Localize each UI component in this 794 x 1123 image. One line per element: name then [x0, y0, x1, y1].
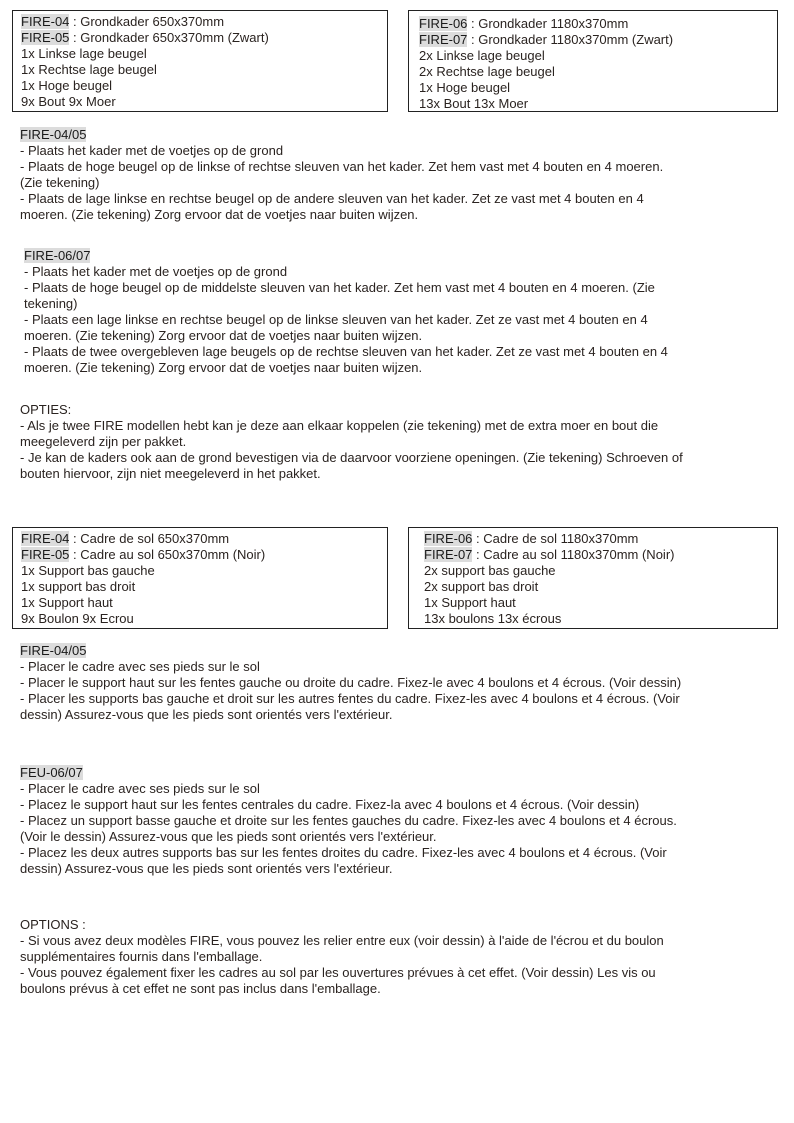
box-line: [21, 30, 379, 46]
box-line: [424, 547, 769, 563]
instruction-line: - Plaats de twee overgebleven lage beugels op de rechtse sleuven van het kader. Zet ze vast met 4 bouten en 4: [24, 344, 668, 359]
box-line-text: 1x Linkse lage beugel: [21, 46, 147, 61]
box-line: [21, 46, 379, 62]
box-line: [21, 595, 379, 611]
box-line: [21, 94, 379, 110]
model-code: FIRE-07: [419, 32, 468, 47]
box-line-text: : Cadre de sol 1180x370mm: [472, 531, 639, 546]
instruction-line: meegeleverd zijn per pakket.: [20, 434, 187, 449]
heading-text: OPTIONS :: [20, 917, 86, 932]
model-code: FIRE-06: [419, 16, 468, 31]
instruction-line: - Plaats het kader met de voetjes op de grond: [20, 143, 284, 158]
box-line-text: 13x boulons 13x écrous: [424, 611, 562, 626]
instruction-line: moeren. (Zie tekening) Zorg ervoor dat de voetjes naar buiten wijzen.: [24, 360, 423, 375]
box-line: [419, 96, 769, 112]
box-line: [424, 563, 769, 579]
box-line-text: 2x support bas gauche: [424, 563, 556, 578]
instruction-line: dessin) Assurez-vous que les pieds sont orientés vers l'extérieur.: [20, 707, 393, 722]
instruction-line: bouten hiervoor, zijn niet meegeleverd in het pakket.: [20, 466, 321, 481]
model-code: FIRE-04: [21, 531, 70, 546]
parts-box-nl-fire-04-05: [12, 10, 388, 112]
section-nl-fire-06-07: [24, 248, 668, 376]
box-line-text: 1x support bas droit: [21, 579, 136, 594]
box-line-text: 1x Rechtse lage beugel: [21, 62, 157, 77]
model-code: FIRE-06: [424, 531, 473, 546]
parts-box-fr-fire-06-07: [408, 527, 778, 629]
section-nl-options: [20, 402, 683, 482]
box-line-text: 1x Support bas gauche: [21, 563, 155, 578]
instruction-line: - Placez un support basse gauche et droite sur les fentes gauches du cadre. Fixez-les avec 4 boulons et 4 écrous.: [20, 813, 677, 828]
box-line: [419, 32, 769, 48]
section-fr-options: [20, 917, 664, 997]
section-fr-feu-06-07: [20, 765, 677, 877]
instruction-line: - Plaats de lage linkse en rechtse beugel op de andere sleuven van het kader. Zet ze vast met 4 bouten en 4: [20, 191, 644, 206]
box-line: [21, 563, 379, 579]
instruction-line: - Placer le cadre avec ses pieds sur le sol: [20, 659, 260, 674]
instruction-line: - Placez le support haut sur les fentes centrales du cadre. Fixez-la avec 4 boulons et 4 écrous. (Voir dessin): [20, 797, 640, 812]
instruction-line: tekening): [24, 296, 78, 311]
box-line-text: : Cadre de sol 650x370mm: [69, 531, 230, 546]
box-line-text: 2x Rechtse lage beugel: [419, 64, 555, 79]
box-line: [21, 579, 379, 595]
section-nl-fire-04-05: [20, 127, 663, 223]
section-fr-fire-04-05: [20, 643, 681, 723]
section-heading: [24, 248, 668, 264]
instruction-line: - Placer les supports bas gauche et droit sur les autres fentes du cadre. Fixez-les avec 4 boulons et 4 écrous. (Voir: [20, 691, 680, 706]
box-line-text: 1x Hoge beugel: [21, 78, 113, 93]
box-line-text: 9x Boulon 9x Ecrou: [21, 611, 134, 626]
section-heading: [20, 917, 664, 933]
box-line: [21, 62, 379, 78]
box-line-text: : Grondkader 650x370mm: [69, 14, 225, 29]
box-line-text: 9x Bout 9x Moer: [21, 94, 116, 109]
instruction-line: dessin) Assurez-vous que les pieds sont orientés vers l'extérieur.: [20, 861, 393, 876]
instruction-line: - Placer le support haut sur les fentes gauche ou droite du cadre. Fixez-le avec 4 boulons et 4 écrous. (Voir dessin): [20, 675, 682, 690]
box-line-text: 1x Hoge beugel: [419, 80, 511, 95]
box-line-text: 2x support bas droit: [424, 579, 539, 594]
instruction-line: (Zie tekening): [20, 175, 100, 190]
box-line: [424, 531, 769, 547]
instruction-line: boulons prévus à cet effet ne sont pas inclus dans l'emballage.: [20, 981, 381, 996]
box-line-text: 2x Linkse lage beugel: [419, 48, 545, 63]
instruction-line: - Plaats het kader met de voetjes op de grond: [24, 264, 288, 279]
parts-box-nl-fire-06-07: [408, 10, 778, 112]
instruction-line: supplémentaires fournis dans l'emballage.: [20, 949, 263, 964]
box-line: [419, 64, 769, 80]
box-line: [21, 611, 379, 627]
box-line-text: : Cadre au sol 650x370mm (Noir): [69, 547, 266, 562]
box-line: [419, 16, 769, 32]
heading-text: FIRE-04/05: [20, 127, 87, 142]
instruction-line: - Je kan de kaders ook aan de grond bevestigen via de daarvoor voorziene openingen. (Zie tekening) Schroeven of: [20, 450, 683, 465]
instruction-line: - Als je twee FIRE modellen hebt kan je deze aan elkaar koppelen (zie tekening) met de extra moer en bout die: [20, 418, 659, 433]
model-code: FIRE-07: [424, 547, 473, 562]
heading-text: FEU-06/07: [20, 765, 83, 780]
heading-text: FIRE-04/05: [20, 643, 87, 658]
box-line: [424, 595, 769, 611]
parts-box-fr-fire-04-05: [12, 527, 388, 629]
box-line-text: : Grondkader 650x370mm (Zwart): [69, 30, 269, 45]
instruction-line: - Placer le cadre avec ses pieds sur le sol: [20, 781, 260, 796]
box-line-text: 1x Support haut: [424, 595, 516, 610]
box-line: [21, 547, 379, 563]
model-code: FIRE-05: [21, 30, 70, 45]
box-line-text: : Grondkader 1180x370mm: [467, 16, 629, 31]
model-code: FIRE-04: [21, 14, 70, 29]
box-line: [21, 78, 379, 94]
section-heading: [20, 402, 683, 418]
box-line: [424, 579, 769, 595]
box-line: [419, 80, 769, 96]
box-line: [21, 14, 379, 30]
heading-text: FIRE-06/07: [24, 248, 91, 263]
instruction-line: (Voir le dessin) Assurez-vous que les pieds sont orientés vers l'extérieur.: [20, 829, 437, 844]
instruction-line: moeren. (Zie tekening) Zorg ervoor dat de voetjes naar buiten wijzen.: [20, 207, 419, 222]
section-heading: [20, 127, 663, 143]
section-heading: [20, 765, 677, 781]
model-code: FIRE-05: [21, 547, 70, 562]
instruction-line: - Si vous avez deux modèles FIRE, vous pouvez les relier entre eux (voir dessin) à l'aide de l'écrou et du boulon: [20, 933, 664, 948]
box-line-text: : Cadre au sol 1180x370mm (Noir): [472, 547, 675, 562]
box-line: [21, 531, 379, 547]
instruction-line: - Placez les deux autres supports bas sur les fentes droites du cadre. Fixez-les avec 4 boulons et 4 écrous. (Voir: [20, 845, 667, 860]
heading-text: OPTIES:: [20, 402, 72, 417]
box-line: [419, 48, 769, 64]
box-line-text: : Grondkader 1180x370mm (Zwart): [467, 32, 674, 47]
section-heading: [20, 643, 681, 659]
instruction-line: - Plaats de hoge beugel op de linkse of rechtse sleuven van het kader. Zet hem vast met 4 bouten en 4 moeren.: [20, 159, 664, 174]
instruction-line: moeren. (Zie tekening) Zorg ervoor dat de voetjes naar buiten wijzen.: [24, 328, 423, 343]
box-line: [424, 611, 769, 627]
instruction-line: - Plaats een lage linkse en rechtse beugel op de linkse sleuven van het kader. Zet ze vast met 4 bouten en 4: [24, 312, 648, 327]
instruction-line: - Vous pouvez également fixer les cadres au sol par les ouvertures prévues à cet effet. (Voir dessin) Les vis ou: [20, 965, 656, 980]
instruction-line: - Plaats de hoge beugel op de middelste sleuven van het kader. Zet hem vast met 4 bouten en 4 moeren. (Zie: [24, 280, 655, 295]
box-line-text: 13x Bout 13x Moer: [419, 96, 529, 111]
box-line-text: 1x Support haut: [21, 595, 113, 610]
